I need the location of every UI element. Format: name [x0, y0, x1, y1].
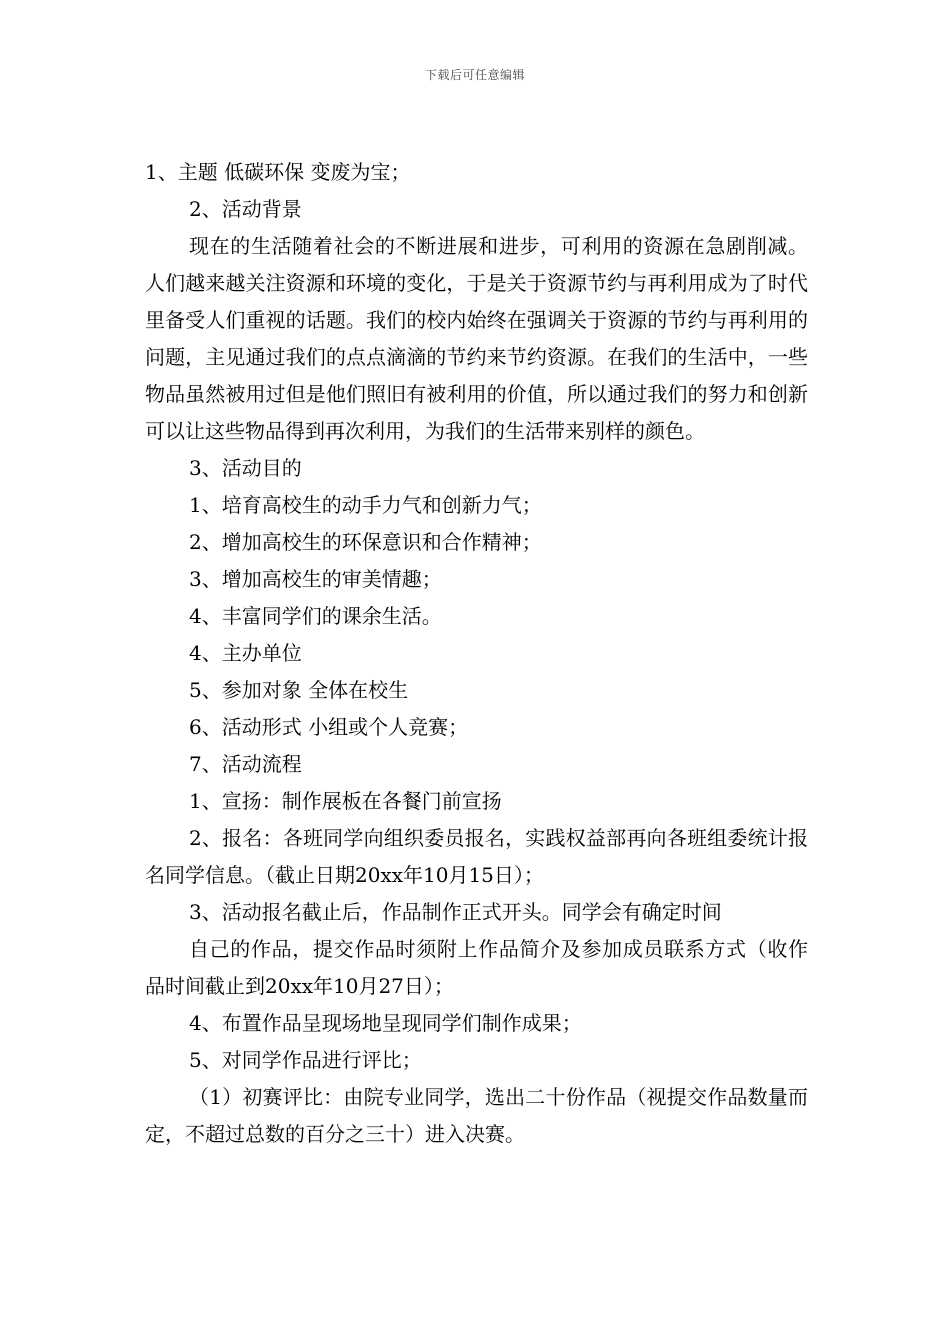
paragraph-preliminary: （1）初赛评比：由院专业同学，选出二十份作品（视提交作品数量而定，不超过总数的百分之三十）进入决赛。 [145, 1085, 808, 1146]
list-item-process-4: 4、布置作品呈现场地呈现同学们制作成果； [189, 1011, 582, 1035]
document-body [145, 154, 808, 1153]
list-item-purpose-4: 4、丰富同学们的课余生活。 [189, 604, 442, 628]
heading-process: 7、活动流程 [189, 752, 302, 776]
heading-organizer: 4、主办单位 [189, 641, 302, 665]
list-item-process-2: 2、报名：各班同学向组织委员报名，实践权益部再向各班组委统计报名同学信息。（截止日期20xx年10月15日）； [145, 826, 808, 887]
heading-format: 6、活动形式 小组或个人竞赛； [189, 715, 469, 739]
heading-purpose: 3、活动目的 [189, 456, 302, 480]
list-item-process-5: 5、对同学作品进行评比； [189, 1048, 422, 1072]
list-item-purpose-2: 2、增加高校生的环保意识和合作精神； [189, 530, 542, 554]
heading-background: 2、活动背景 [189, 197, 302, 221]
list-item-purpose-1: 1、培育高校生的动手力气和创新力气； [189, 493, 542, 517]
paragraph-theme: 1、主题 低碳环保 变废为宝； [145, 160, 411, 184]
list-item-process-3: 3、活动报名截止后，作品制作正式开头。同学会有确定时间 [189, 900, 722, 924]
paragraph-submission: 自己的作品，提交作品时须附上作品简介及参加成员联系方式（收作品时间截止到20xx年10月27日）； [145, 937, 808, 998]
paragraph-background: 现在的生活随着社会的不断进展和进步，可利用的资源在急剧削减。人们越来越关注资源和环境的变化，于是关于资源节约与再利用成为了时代里备受人们重视的话题。我们的校内始终在强调关于资源的节约与再利用的问题，主见通过我们的点点滴滴的节约来节约资源。在我们的生活中，一些物品虽然被用过但是他们照旧有被利用的价值，所以通过我们的努力和创新可以让这些物品得到再次利用，为我们的生活带来别样的颜色。 [145, 234, 808, 443]
heading-participants: 5、参加对象 全体在校生 [189, 678, 409, 702]
list-item-purpose-3: 3、增加高校生的审美情趣； [189, 567, 442, 591]
page-header: 下载后可任意编辑 [424, 68, 525, 82]
list-item-process-1: 1、宣扬：制作展板在各餐门前宣扬 [189, 789, 502, 813]
